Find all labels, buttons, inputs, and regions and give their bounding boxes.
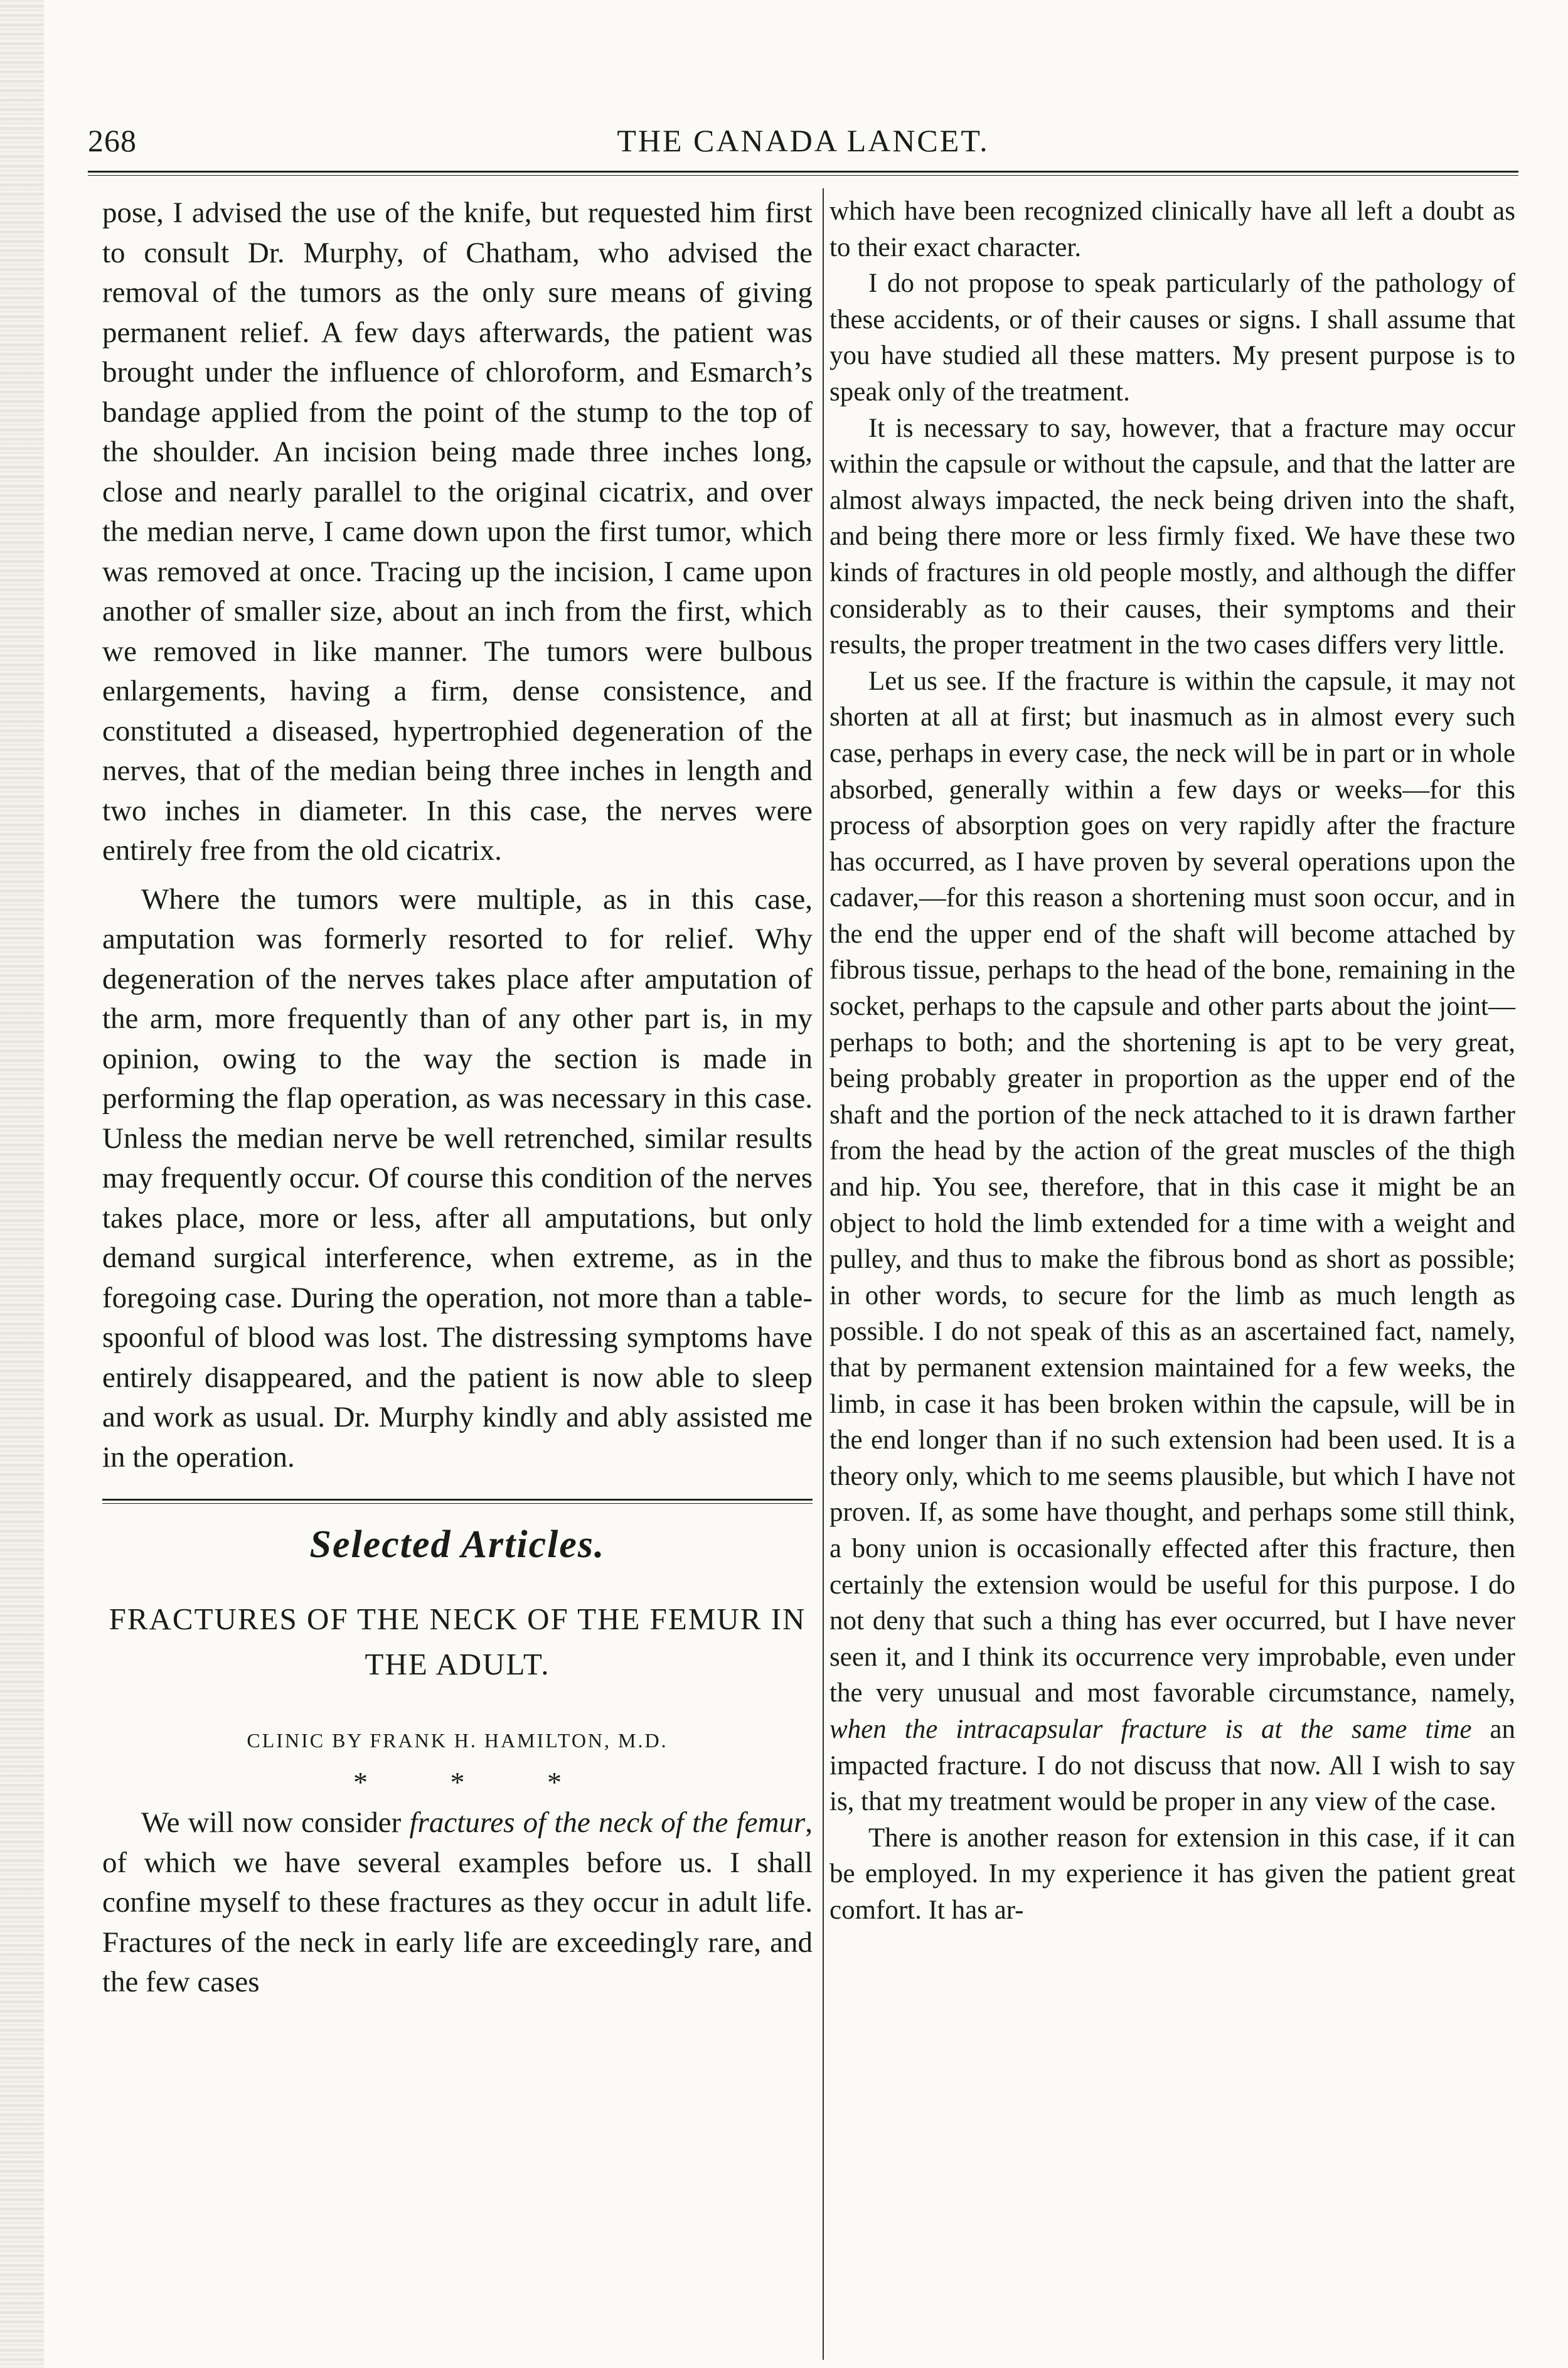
right-paragraph-1: which have been recognized clinically have all left a doubt as to their exact character. xyxy=(829,196,1515,262)
p3-rest-text: , of which we have several examples before us. I shall confine myself to these fractures as they occur in adult life. Fractures of the neck in early life are exceedingly rare, and the few cases xyxy=(102,1806,813,1998)
p3-start-text: We will now consider xyxy=(141,1806,410,1839)
p4-end-text: an impacted fracture. I do not discuss that now. All I wish to say is, that my treatment would be proper in any view of the case. xyxy=(829,1714,1515,1817)
p3-italic-text: fractures of the neck of the femur xyxy=(409,1806,806,1839)
right-paragraph-5: There is another reason for extension in this case, if it can be employed. In my experience it has given the patient great comfort. It has ar- xyxy=(829,1823,1515,1925)
column-divider xyxy=(823,188,824,2360)
article-byline: CLINIC BY FRANK H. HAMILTON, M.D. xyxy=(247,1728,668,1752)
article-title: FRACTURES OF THE NECK OF THE FEMUR IN THE ADULT. xyxy=(109,1601,806,1681)
right-paragraph-2: I do not propose to speak particularly of the pathology of these accidents, or of their causes or signs. I shall assume that you have studied all these matters. My present purpose is to speak only of the treatment. xyxy=(829,269,1515,407)
left-paragraph-1: pose, I advised the use of the knife, but requested him first to consult Dr. Murphy, of Chatham, who advised the removal of the tumors as the only sure means of giving permanent relief. A few days afterwards, the patient was brought under the influence of chloroform, and Esmarch’s bandage applied from the point of the stump to the top of the shoulder. An incision being made three inches long, close and nearly parallel to the original cicatrix, and over the median nerve, I came down upon the first tumor, which was removed at once. Tracing up the incision, I came upon another of smaller size, about an inch from the first, which we removed in like manner. The tumors were bulbous enlargements, having a firm, dense consistence, and constituted a diseased, hypertrophied degeneration of the nerves, that of the median being three inches in length and two inches in diameter. In this case, the nerves were entirely free from the old cicatrix. xyxy=(102,196,813,867)
running-title: THE CANADA LANCET. xyxy=(617,123,989,158)
left-column xyxy=(102,193,813,2003)
left-paragraph-2: Where the tumors were multiple, as in this case, amputation was formerly resorted to for relief. Why degeneration of the nerves takes place after amputation of the arm, more frequently than of any other part is, in my opinion, owing to the way the section is made in performing the flap operation, as was necessary in this case. Unless the median nerve be well retrenched, similar results may frequently occur. Of course this condition of the nerves takes place, more or less, after all amputations, but only demand surgical interference, when extreme, as in the foregoing case. During the operation, not more than a table-spoonful of blood was lost. The distressing symptoms have entirely disappeared, and the patient is now able to sleep and work as usual. Dr. Murphy kindly and ably assisted me in the operation. xyxy=(102,882,813,1474)
page-header xyxy=(88,122,1518,166)
section-rule xyxy=(102,1499,813,1504)
p4-italic-text: when the intracapsular fracture is at the same time xyxy=(829,1714,1472,1744)
page-binding-edge xyxy=(0,0,44,2368)
asterism: * * * xyxy=(353,1766,562,1798)
page-number: 268 xyxy=(88,123,137,158)
right-paragraph-4 xyxy=(829,663,1515,1820)
header-rule xyxy=(88,171,1518,176)
right-column xyxy=(829,193,1515,1929)
section-heading: Selected Articles. xyxy=(309,1523,605,1566)
left-paragraph-3 xyxy=(102,1803,813,2003)
p4-start-text: Let us see. If the fracture is within the capsule, it may not shorten at all at first; but inasmuch as in almost every such case, perhaps in every case, the neck will be in part or in whole absorbed, generally within a few days or weeks—for this process of absorption goes on very rapidly after the fracture has occurred, as I have proven by several operations upon the cadaver,—for this reason a shortening must soon occur, and in the end the upper end of the shaft will become attached by fibrous tissue, perhaps to the head of the bone, remaining in the socket, perhaps to the capsule and other parts about the joint—perhaps to both; and the shortening is apt to be very great, being probably greater in proportion as the upper end of the shaft and the portion of the neck attached to it is drawn farther from the head by the action of the great muscles of the thigh and hip. You see, therefore, that in this case it might be an object to hold the limb extended for a time with a weight and pulley, and thus to make the fibrous bond as short as possible; in other words, to secure for the limb as much length as possible. I do not speak of this as an ascertained fact, namely, that by permanent extension maintained for a few weeks, the limb, in case it has been broken within the capsule, will be in the end longer than if no such extension had been used. It is a theory only, which to me seems plausible, but which I have not proven. If, as some have thought, and perhaps some still think, a bony union is occasionally effected after this fracture, then certainly the extension would be useful for this purpose. I do not deny that such a thing has ever occurred, but I have never seen it, and I think its occurrence very improbable, even under the very unusual and most favorable circumstance, namely, xyxy=(829,666,1515,1708)
right-paragraph-3: It is necessary to say, however, that a fracture may occur within the capsule or without the capsule, and that the latter are almost always impacted, the neck being driven into the shaft, and being there more or less firmly fixed. We have these two kinds of fractures in old people mostly, and although the differ considerably as to their causes, their symptoms and their results, the proper treatment in the two cases differs very little. xyxy=(829,413,1515,660)
